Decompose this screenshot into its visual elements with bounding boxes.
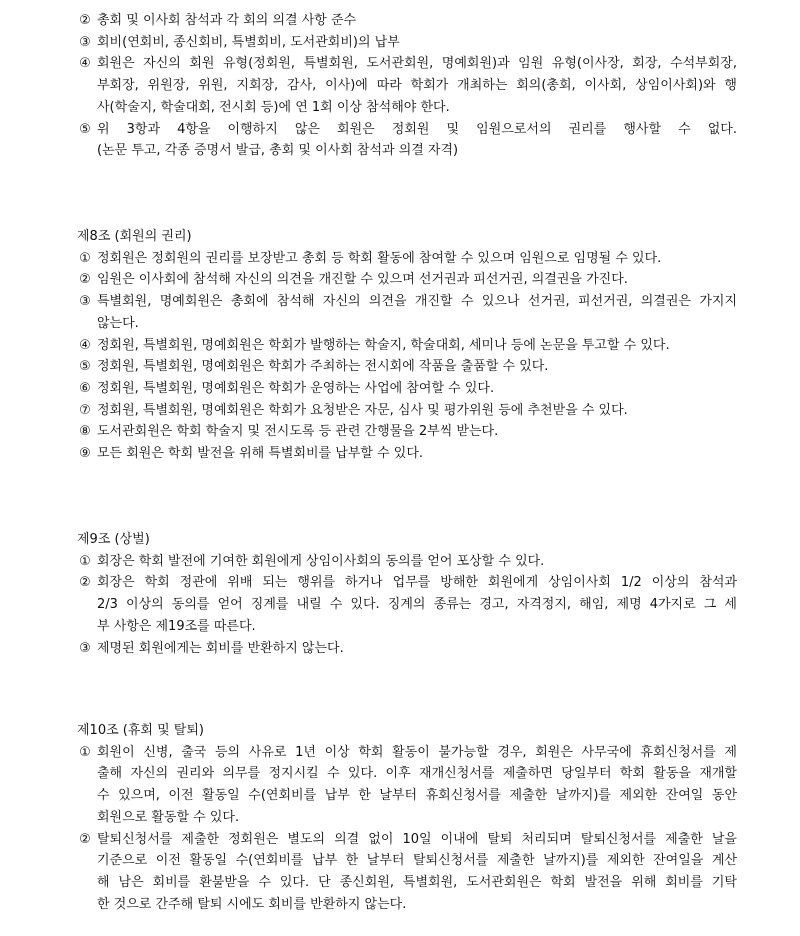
clause-text-line: 회원이 신병, 출국 등의 사유로 1년 이상 학회 활동이 불가능할 경우, 회원은 사무국에 휴회신청서를 제: [97, 744, 737, 760]
clause-text-line: 회장은 학회 발전에 기여한 회원에게 상임이사회의 동의를 얻어 포상할 수 있다.: [97, 553, 545, 569]
clause-text-line: 2/3 이상의 동의를 얻어 징계를 내릴 수 있다. 징계의 종류는 경고, 자격정지, 해임, 제명 4가지로 그 세: [97, 597, 737, 613]
clause-marker: ③: [79, 294, 91, 310]
clause-marker: ⑥: [79, 380, 91, 396]
clause-text-line: 도서관회원은 학회 학술지 및 전시도록 등 관련 간행물을 2부씩 받는다.: [97, 424, 499, 440]
clause-text-line: 정회원, 특별회원, 명예회원은 학회가 주최하는 전시회에 작품을 출품할 수 있다.: [97, 359, 549, 375]
clause-text-line: 않는다.: [97, 315, 139, 331]
article-heading: 제10조 (휴회 및 탈퇴): [77, 723, 204, 738]
clause-marker: ⑧: [79, 424, 91, 440]
clause-text-line: 정회원, 특별회원, 명예회원은 학회가 요청받은 자문, 심사 및 평가위원 등에 추천받을 수 있다.: [97, 402, 628, 418]
clause-text-line: 수 있으며, 이전 활동일 수(연회비를 납부 한 날부터 휴회신청서를 제출한 날까지)를 제외한 잔여일 동안: [97, 788, 737, 804]
clause-marker: ②: [79, 575, 91, 591]
clause-text-line: 회비(연회비, 종신회비, 특별회비, 도서관회비)의 납부: [97, 34, 400, 50]
clause-text-line: 회원은 자신의 회원 유형(정회원, 특별회원, 도서관회원, 명예회원)과 임원 유형(이사장, 회장, 수석부회장,: [97, 56, 737, 72]
article-heading: 제8조 (회원의 권리): [77, 229, 192, 244]
clause-text-line: 정회원은 정회원의 권리를 보장받고 총회 등 학회 활동에 참여할 수 있으며 임원으로 임명될 수 있다.: [97, 250, 662, 266]
article-heading: 제9조 (상벌): [77, 532, 150, 547]
clause-marker: ②: [79, 13, 91, 28]
clause-text-line: 정회원, 특별회원, 명예회원은 학회가 발행하는 학술지, 학술대회, 세미나 등에 논문을 투고할 수 있다.: [97, 337, 670, 353]
clause-marker: ②: [79, 272, 91, 288]
clause-marker: ①: [79, 553, 91, 569]
clause-marker: ⑨: [79, 446, 91, 461]
clause-text-line: (논문 투고, 각종 증명서 발급, 총회 및 이사회 참석과 의결 자격): [97, 143, 459, 159]
clause-marker: ④: [79, 337, 91, 353]
clause-marker: ③: [79, 34, 91, 50]
clause-marker: ⑤: [79, 121, 91, 137]
clause-marker: ⑦: [79, 402, 91, 418]
clause-text-line: 해 남은 회비를 환불받을 수 있다. 단 종신회원, 특별회원, 도서관회원은 학회 발전을 위해 회비를 기탁: [97, 874, 737, 890]
clause-text-line: 제명된 회원에게는 회비를 반환하지 않는다.: [97, 640, 344, 656]
clause-text-line: 기준으로 이전 활동일 수(연회비를 납부 한 날부터 탈퇴신청서를 제출한 날까지)를 제외한 잔여일을 계산: [97, 853, 737, 869]
clause-text-line: 위 3항과 4항을 이행하지 않은 회원은 정회원 및 임원으로서의 권리를 행사할 수 없다.: [97, 121, 737, 137]
clause-text-line: 탈퇴신청서를 제출한 정회원은 별도의 의결 없이 10일 이내에 탈퇴 처리되며 탈퇴신청서를 제출한 날을: [97, 831, 737, 847]
clause-text-line: 부회장, 위원장, 위원, 지회장, 감사, 이사)에 따라 학회가 개최하는 회의(총회, 이사회, 상임이사회)와 행: [97, 78, 737, 94]
clause-text-line: 정회원, 특별회원, 명예회원은 학회가 운영하는 사업에 참여할 수 있다.: [97, 380, 495, 396]
clause-text-line: 총회 및 이사회 참석과 각 회의 의결 사항 준수: [97, 13, 357, 28]
clause-marker: ④: [79, 56, 91, 72]
clause-text-line: 한 것으로 간주해 탈퇴 시에도 회비를 반환하지 않는다.: [97, 896, 407, 912]
clause-text-line: 특별회원, 명예회원은 총회에 참석해 자신의 의견을 개진할 수 있으나 선거권, 피선거권, 의결권은 가지지: [97, 294, 737, 310]
clause-marker: ①: [79, 250, 91, 266]
clause-text-line: 회원으로 활동할 수 있다.: [97, 809, 240, 825]
clause-text-line: 회장은 학회 정관에 위배 되는 행위를 하거나 업무를 방해한 회원에게 상임이사회 1/2 이상의 참석과: [97, 575, 737, 591]
clause-text-line: 출해 자신의 권리와 의무를 정지시킬 수 있다. 이후 재개신청서를 제출하면 당일부터 학회 활동을 재개할: [97, 766, 737, 782]
clause-text-line: 부 사항은 제19조를 따른다.: [97, 618, 256, 634]
clause-marker: ③: [79, 640, 91, 656]
clause-text-line: 임원은 이사회에 참석해 자신의 의견을 개진할 수 있으며 선거권과 피선거권, 의결권을 가진다.: [97, 272, 628, 288]
clause-marker: ②: [79, 831, 91, 847]
clause-marker: ①: [79, 744, 91, 760]
clause-marker: ⑤: [79, 359, 91, 375]
clause-text-line: 사(학술지, 학술대회, 전시회 등)에 연 1회 이상 참석해야 한다.: [97, 99, 450, 115]
clause-text-line: 모든 회원은 학회 발전을 위해 특별회비를 납부할 수 있다.: [97, 446, 424, 461]
